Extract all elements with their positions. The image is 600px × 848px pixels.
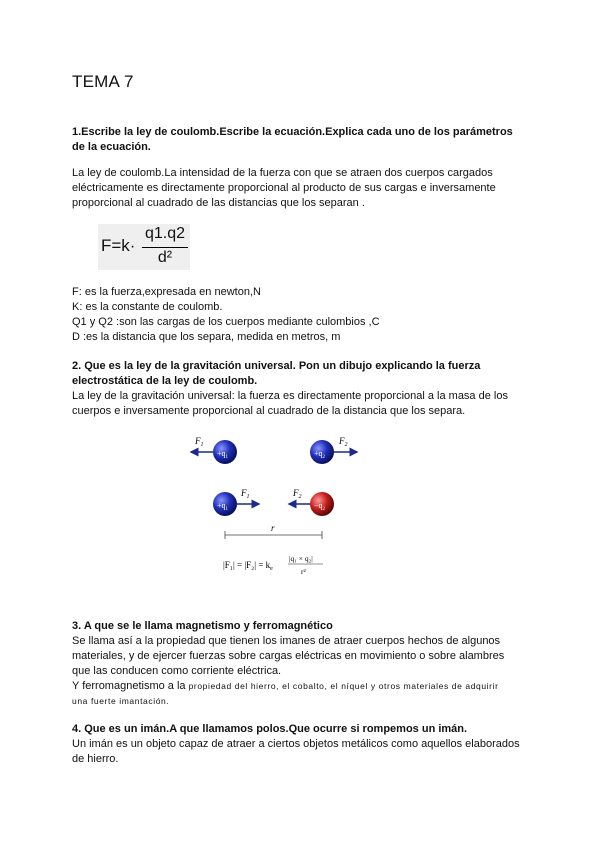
label-q1-bottom: $+q_1$ [217, 501, 229, 512]
q1-body-line: proporcional al cuadrado de las distancias que los separan . [72, 197, 365, 209]
page-title: TEMA 7 [72, 72, 134, 91]
q2-body-line: La ley de la gravitación universal: la fuerza es directamente proporcional a la masa de los [72, 390, 508, 402]
label-f1-top: $F_1$ [195, 436, 204, 448]
q2-heading-line: 2. Que es la ley de la gravitación universal. Pon un dibujo explicando la fuerza [72, 360, 481, 372]
formula-fraction-bar [142, 247, 188, 248]
label-q2-bottom: $-q_2$ [314, 501, 326, 512]
q3-body [72, 634, 542, 709]
formula-numerator: q1.q2 [144, 225, 186, 242]
distance-label: r [271, 523, 275, 533]
label-f2-bottom: $F_2$ [293, 488, 302, 500]
coulomb-formula [98, 224, 190, 270]
q2-body [72, 389, 542, 419]
q1-body [72, 166, 542, 211]
q4-body [72, 737, 542, 767]
q3-body-line: materiales, y de ejercer fuerzas sobre cargas eléctricas en movimiento o sobre alambres [72, 650, 505, 662]
param-line: D :es la distancia que los separa, medida en metros, m [72, 331, 341, 343]
label-f2-top: $F_2$ [339, 436, 348, 448]
coulomb-equation-numerator: |q₁ × q₂| [289, 554, 313, 563]
q3-body-line-2: Y ferromagnetismo a la propiedad del hierro, el cobalto, el níquel y otros materiales de adquirir [72, 680, 499, 692]
q3-heading: 3. A que se le llama magnetismo y ferromagnético [72, 620, 333, 632]
param-line: F: es la fuerza,expresada en newton,N [72, 286, 261, 298]
q2-heading [72, 359, 532, 389]
label-f1-bottom: $F_1$ [241, 488, 250, 500]
param-line: K: es la constante de coulomb. [72, 301, 223, 313]
formula-lhs: F=k· [101, 236, 136, 255]
q3-body-line: que las conducen como corriente eléctrica. [72, 665, 282, 677]
q4-heading: 4. Que es un imán.A que llamamos polos.Que ocurre si rompemos un imán. [72, 723, 468, 735]
coulomb-equation-left: $|F_1| = |F_2| = k_e$ [223, 560, 273, 572]
q3-body-line-3: una fuerte imantación. [72, 696, 170, 706]
q2-body-line: cuerpos e inversamente proporcional al cuadrado de la distancia que los separa. [72, 405, 466, 417]
q1-body-line: eléctricamente es directamente proporcional al producto de sus cargas e inversamente [72, 182, 496, 194]
q1-parameters [72, 285, 542, 345]
q4-body-line: Un imán es un objeto capaz de atraer a ciertos objetos metálicos como aquellos elaborados [72, 738, 520, 750]
formula-denominator: d² [157, 249, 173, 266]
q1-body-line: La ley de coulomb.La intensidad de la fuerza con que se atraen dos cuerpos cargados [72, 167, 493, 179]
q1-heading [72, 125, 532, 155]
q4-body-line: de hierro. [72, 753, 119, 765]
q1-heading-line: de la ecuación. [72, 141, 151, 153]
coulomb-equation-denominator: r² [301, 567, 306, 576]
coulomb-diagram [185, 425, 365, 585]
label-q2-top: $+q_2$ [314, 449, 326, 460]
q2-heading-line: electrostática de la ley de coulomb. [72, 375, 258, 387]
label-q1-top: $+q_1$ [217, 449, 229, 460]
q1-heading-line: 1.Escribe la ley de coulomb.Escribe la ecuación.Explica cada uno de los parámetros [72, 126, 513, 138]
param-line: Q1 y Q2 :son las cargas de los cuerpos mediante culombios ,C [72, 316, 380, 328]
q3-body-line: Se llama así a la propiedad que tienen los imanes de atraer cuerpos hechos de algunos [72, 635, 501, 647]
